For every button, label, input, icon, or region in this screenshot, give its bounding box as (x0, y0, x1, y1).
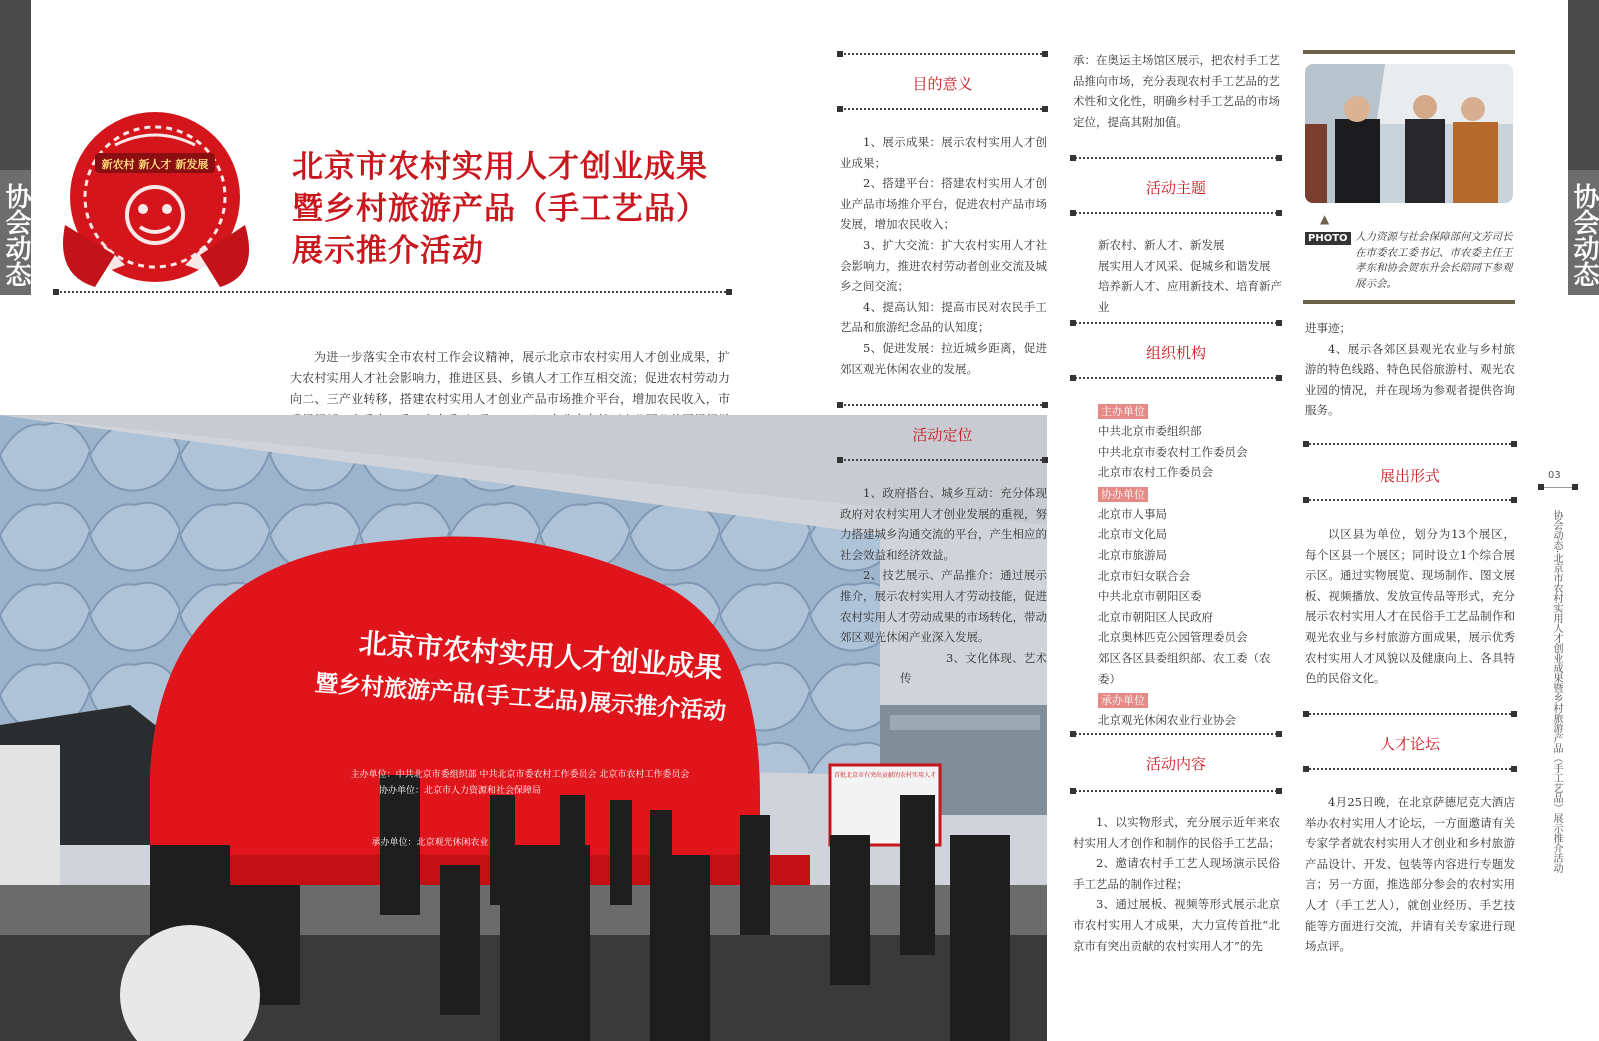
section-org-title: 组织机构 (1145, 344, 1206, 362)
col3-rule-2 (1305, 499, 1515, 501)
left-tab-label: 协会动态 (1, 183, 31, 287)
col2-rule-2 (1072, 212, 1280, 214)
title-line-1: 北京市农村实用人才创业成果 (292, 149, 708, 185)
right-side-tab (1568, 0, 1599, 295)
org-item: 中共北京市委农村工作委员会 (1098, 444, 1248, 459)
theme-item: 新农村、新人才、新发展 (1098, 238, 1225, 252)
org-item: 北京市妇女联合会 (1098, 568, 1190, 583)
org-item: 北京奥林匹克公园管理委员会 (1098, 630, 1248, 645)
purpose-list (840, 132, 1047, 379)
title-divider (55, 291, 730, 293)
col2-rule-1 (1072, 157, 1280, 159)
continued3-text: 4、展示各郊区县观光农业与乡村旅游的特色线路、特色民俗旅游村、观光农业园的情况，并在现场为参观者提供咨询服务。 (1305, 341, 1515, 418)
org-label-host: 主办单位 (1098, 404, 1148, 419)
banner-small-3: 承办单位：北京观光休闲农业 (371, 838, 489, 848)
theme-item: 展实用人才风采、促城乡和谐发展 (1098, 258, 1271, 273)
col2-rule-3 (1072, 322, 1280, 324)
position-list (840, 483, 1047, 689)
photo-bottom-bar (1303, 300, 1515, 304)
continued2-text: 进事迹； (1305, 321, 1351, 335)
org-item: 北京市朝阳区人民政府 (1098, 609, 1213, 624)
banner-small-2: 协办单位：北京市人力资源和社会保障局 (378, 786, 542, 796)
banner-small-1: 主办单位：中共北京市委组织部 中共北京市委农村工作委员会 北京市农村工作委员会 (350, 770, 690, 780)
col1-rule-1 (839, 53, 1046, 55)
org-item: 北京市人事局 (1098, 506, 1167, 521)
intro-paragraph: 为进一步落实全市农村工作会议精神，展示北京市农村实用人才创业成果，扩大农村实用人才社会影响力，推进区县、乡镇人才工作互相交流；促进农村劳动力向二、三产业转移，搭建农村实用人才创业产品市场推介平台，增加农民收入，市 (290, 350, 730, 406)
col2-rule-5 (1072, 733, 1280, 735)
section-content-title: 活动内容 (1145, 755, 1206, 773)
form-text: 以区县为单位，划分为13个展区，每个区县一个展区；同时设立1个综合展示区。通过实物展览、现场制作、图文展板、视频播放、发放宣传品等形式，充分展示农村实用人才在民俗手工艺品制作和观光农业与乡村旅游方面成果，展示优秀农村实用人才风貌以及健康向上、各具特色的民俗文化。 (1305, 527, 1515, 686)
org-item: 北京市文化局 (1098, 527, 1167, 542)
left-side-tab (0, 0, 31, 295)
content-item: 2、邀请农村手工艺人现场演示民俗手工艺品的制作过程； (1073, 856, 1280, 891)
theme-item: 培养新人才、应用新技术、培育新产业 (1098, 279, 1282, 314)
paper-cut-emblem (55, 105, 265, 290)
right-tab-label: 协会动态 (1569, 183, 1599, 287)
left-side-tab-dark (0, 0, 31, 170)
org-item: 中共北京市委组织部 (1098, 424, 1202, 438)
content-item: 3、通过展板、视频等形式展示北京市农村实用人才成果，大力宣传首批“北京市有突出贡献的农村实用人才”的先 (1073, 897, 1280, 953)
right-side-tab-dark (1568, 0, 1599, 170)
right-page-number: 03 (1548, 470, 1561, 481)
photo-top-bar (1303, 50, 1515, 54)
org-item: 北京市旅游局 (1098, 547, 1167, 562)
banner-line-2: 暨乡村旅游产品(手工艺品)展示推介活动 (314, 670, 727, 726)
emblem-ribbon-text: 新农村 新人才 新发展 (101, 158, 209, 171)
col2-rule-4 (1072, 377, 1280, 379)
article-title (292, 146, 752, 272)
photo-board-title: 首批北京市有突出贡献的农村实用人才 (833, 772, 937, 779)
col3-rule-3 (1305, 713, 1515, 715)
continued-text: 承：在奥运主场馆区展示，把农村手工艺品推向市场，充分表现农村手工艺品的艺术性和文化性，明确乡村手工艺品的市场定位，提高其附加值。 (1073, 53, 1280, 129)
org-item: 北京观光休闲农业行业协会 (1098, 713, 1236, 728)
org-label-co-host: 协办单位 (1098, 487, 1148, 502)
title-line-2: 暨乡村旅游产品（手工艺品） (292, 191, 708, 227)
form-paragraph (1305, 524, 1515, 689)
right-side-strip (1568, 0, 1599, 1041)
col1-rule-3 (839, 404, 1046, 406)
purpose-item: 3、扩大交流：扩大农村实用人才社会影响力，推进农村劳动者创业交流及城乡之间交流； (840, 237, 1047, 294)
content-item: 1、以实物形式，充分展示近年来农村实用人才创作和制作的民俗手工艺品； (1073, 815, 1280, 850)
section-form-title: 展出形式 (1379, 467, 1440, 485)
photo-pointer-icon: ▲ (1320, 212, 1330, 226)
purpose-item: 5、促进发展：拉近城乡距离，促进郊区观光休闲农业的发展。 (840, 340, 1047, 376)
theme-list (1098, 235, 1283, 317)
forum-paragraph (1305, 792, 1515, 957)
position-item: 1、政府搭台、城乡互动：充分体现政府对农村实用人才创业发展的重视，努力搭建城乡沟通交流的平台，产生相应的社会效益和经济效益。 (840, 486, 1047, 562)
photo-tag: PHOTO (1305, 232, 1351, 245)
right-page-caption: 协会动态·北京市农村实用人才创业成果暨乡村旅游产品（手工艺品）展示推介活动 (1551, 510, 1562, 874)
col3-continued (1305, 318, 1515, 421)
continued-paragraph (1073, 50, 1280, 132)
content-list (1073, 812, 1280, 956)
purpose-item: 4、提高认知：提高市民对农民手工艺品和旅游纪念品的认知度； (840, 299, 1047, 335)
title-line-3: 展示推介活动 (292, 233, 484, 269)
col1-rule-4 (839, 459, 1046, 461)
position-item: 2、技艺展示、产品推介：通过展示推介，展示农村实用人才劳动技能，促进农村实用人才劳动成果的市场转化，带动郊区观光休闲产业深入发展。 (840, 568, 1047, 645)
photo-caption: 人力资源与社会保障部何文芳司长在市委农工委书记、市农委主任王孝东和协会贺东升会长陪同下参观展示会。 (1355, 231, 1513, 290)
purpose-item: 1、展示成果：展示农村实用人才创业成果； (840, 135, 1047, 170)
visit-photo (1305, 64, 1513, 203)
col2-rule-6 (1072, 790, 1280, 792)
org-item: 郊区各区县委组织部、农工委（农委） (1098, 650, 1271, 686)
org-item: 北京市农村工作委员会 (1098, 465, 1213, 480)
org-list (1098, 400, 1283, 731)
banner-line-1: 北京市农村实用人才创业成果 (357, 626, 724, 685)
org-item: 中共北京市朝阳区委 (1098, 589, 1202, 604)
section-position-title: 活动定位 (912, 426, 973, 444)
section-theme-title: 活动主题 (1145, 179, 1206, 197)
section-purpose-title: 目的意义 (912, 75, 973, 93)
position-item: 3、文化体现、艺术传 (900, 650, 1047, 686)
purpose-item: 2、搭建平台：搭建农村实用人才创业产品市场推介平台，促进农村产品市场发展，增加农民收入； (840, 176, 1047, 232)
right-caption-rule (1540, 487, 1576, 488)
org-label-organizer: 承办单位 (1098, 693, 1148, 708)
forum-text: 4月25日晚，在北京萨德尼克大酒店举办农村实用人才论坛，一方面邀请有关专家学者就农村实用人才创业和乡村旅游产品设计、开发、包装等内容进行专题发言；另一方面，推选部分参会的农村实用人才（手工艺人），就创业经历、手艺技能等方面进行交流，并请有关专家进行现场点评。 (1305, 795, 1515, 954)
col3-rule-4 (1305, 768, 1515, 770)
col3-rule-1 (1305, 443, 1515, 445)
col1-rule-2 (839, 108, 1046, 110)
section-forum-title: 人才论坛 (1379, 735, 1440, 753)
